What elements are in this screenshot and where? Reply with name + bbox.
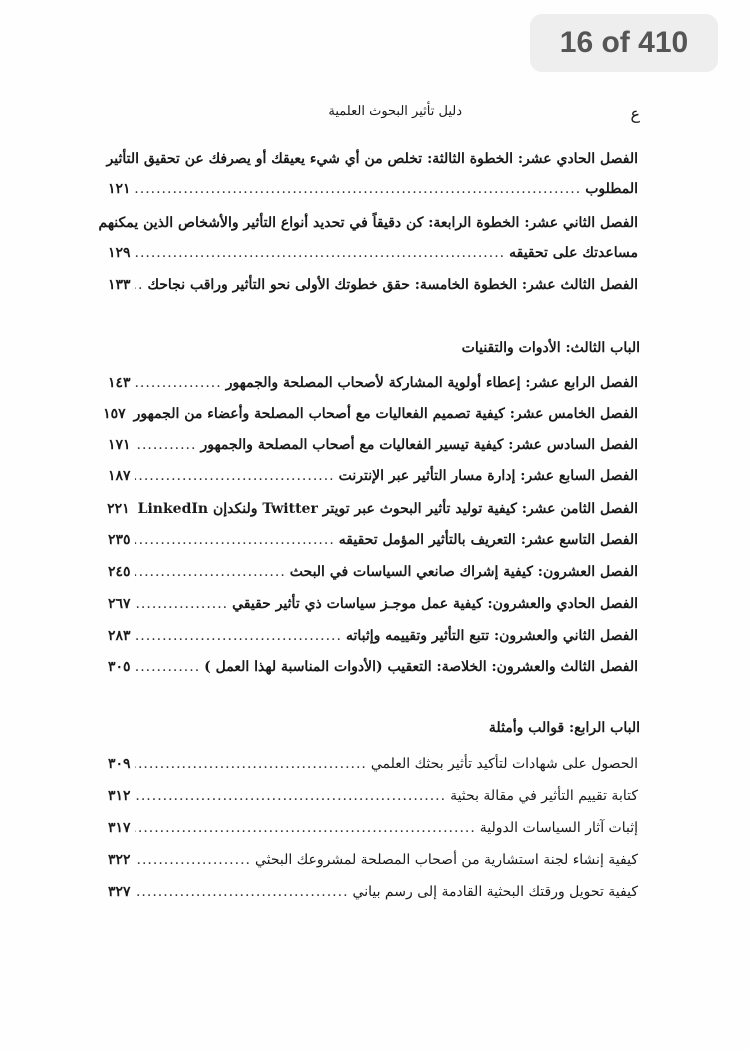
dot-leader <box>135 659 201 675</box>
dot-leader <box>135 788 447 804</box>
toc-entry-title: الفصل الثاني عشر: الخطوة الرابعة: كن دقيقاً في تحديد أنواع التأثير والأشخاص الذين يمكنهم <box>98 215 638 231</box>
dot-leader <box>135 852 251 868</box>
toc-entry-title: كيفية تحويل ورقتك البحثية القادمة إلى رسم بياني <box>352 884 638 900</box>
dot-leader <box>135 468 335 484</box>
dot-leader <box>135 884 349 900</box>
toc-entry[interactable] <box>108 496 638 522</box>
toc-entry-title: الحصول على شهادات لتأكيد تأثير بحثك العلمي <box>370 756 638 772</box>
toc-entry-title: الفصل الثالث والعشرون: الخلاصة: التعقيب (الأدوات المناسبة لهذا العمل ) <box>204 659 638 675</box>
toc-entry-title: الفصل الثالث عشر: الخطوة الخامسة: حقق خطوتك الأولى نحو التأثير وراقب نجاحك <box>147 277 638 293</box>
toc-entry-ch13[interactable] <box>108 272 638 298</box>
toc-entry-title: الفصل الثاني والعشرون: تتبع التأثير وتقييمه وإثباته <box>345 628 638 644</box>
dot-leader <box>135 245 506 261</box>
toc-entry[interactable] <box>108 815 638 841</box>
dot-leader <box>135 437 197 453</box>
toc-entry[interactable] <box>108 591 638 617</box>
toc-entry[interactable] <box>108 527 638 553</box>
toc-entry-page: ٢٢١ <box>107 501 130 517</box>
toc-entry-page: ١٢١ <box>108 181 131 197</box>
toc-entry-title: إثبات آثار السياسات الدولية <box>479 820 638 836</box>
toc-entry-ch12-line1 <box>98 210 638 236</box>
toc-entry-title: الفصل العشرون: كيفية إشراك صانعي السياسات في البحث <box>289 564 638 580</box>
dot-leader <box>135 277 144 293</box>
running-title: دليل تأثير البحوث العلمية <box>328 104 462 119</box>
toc-entry-page: ١٤٣ <box>108 375 131 391</box>
toc-entry-page: ٢٦٧ <box>108 596 131 612</box>
toc-entry-page: ٢٤٥ <box>108 564 131 580</box>
toc-entry[interactable] <box>108 463 638 489</box>
page-counter: 16 of 410 <box>530 14 718 72</box>
toc-entry[interactable] <box>108 751 638 777</box>
toc-entry[interactable] <box>108 432 638 458</box>
dot-leader <box>135 756 367 772</box>
toc-entry-page: ٢٣٥ <box>108 532 131 548</box>
toc-entry-title: الفصل الخامس عشر: كيفية تصميم الفعاليات مع أصحاب المصلحة وأعضاء من الجمهور <box>133 406 638 422</box>
toc-entry-title: الفصل السادس عشر: كيفية تيسير الفعاليات مع أصحاب المصلحة والجمهور <box>200 437 638 453</box>
toc-entry-title: كتابة تقييم التأثير في مقالة بحثية <box>450 788 638 804</box>
toc-entry-ch11-line1 <box>108 146 638 172</box>
toc-entry[interactable] <box>108 370 638 396</box>
toc-entry-page: ١٨٧ <box>108 468 131 484</box>
dot-leader <box>135 564 286 580</box>
toc-entry-page: ١٧١ <box>108 437 131 453</box>
toc-entry-page: ٣١٧ <box>108 820 131 836</box>
toc-entry-title: الفصل التاسع عشر: التعريف بالتأثير المؤمل تحقيقه <box>338 532 638 548</box>
toc-entry-ch12[interactable] <box>108 240 638 266</box>
page-number: ع <box>630 104 640 123</box>
toc-entry-title: كيفية إنشاء لجنة استشارية من أصحاب المصلحة لمشروعك البحثي <box>254 852 638 868</box>
toc-entry[interactable] <box>108 654 638 680</box>
toc-entry-title: الفصل الثامن عشر: كيفية توليد تأثير البحوث عبر تويتر Twitter ولنكدإن LinkedIn <box>137 501 638 517</box>
toc-entry-title: الفصل الحادي عشر: الخطوة الثالثة: تخلص من أي شيء يعيقك أو يصرفك عن تحقيق التأثير <box>106 151 638 167</box>
dot-leader <box>135 532 335 548</box>
toc-entry-title: الفصل الحادي والعشرون: كيفية عمل موجـز سياسات ذي تأثير حقيقي <box>232 596 638 612</box>
toc-entry-page: ٣٠٩ <box>108 756 131 772</box>
part3-heading: الباب الثالث: الأدوات والتقنيات <box>461 340 640 356</box>
dot-leader <box>135 596 229 612</box>
toc-entry-title: الفصل الرابع عشر: إعطاء أولوية المشاركة لأصحاب المصلحة والجمهور <box>225 375 638 391</box>
dot-leader <box>135 628 342 644</box>
dot-leader <box>135 375 222 391</box>
part4-heading: الباب الرابع: قوالب وأمثلة <box>488 720 640 736</box>
toc-entry[interactable] <box>103 401 638 427</box>
toc-entry-page: ٣٠٥ <box>108 659 131 675</box>
toc-entry[interactable] <box>108 783 638 809</box>
toc-entry-page: ٣٢٧ <box>108 884 131 900</box>
toc-entry[interactable] <box>108 847 638 873</box>
toc-entry-page: ١٣٣ <box>108 277 131 293</box>
dot-leader <box>135 181 582 197</box>
toc-entry-page: ٣٢٢ <box>108 852 131 868</box>
toc-entry-title: المطلوب <box>585 181 638 197</box>
toc-entry-page: ٢٨٣ <box>108 628 131 644</box>
toc-entry-page: ١٥٧ <box>103 406 126 422</box>
toc-entry[interactable] <box>108 559 638 585</box>
toc-entry-page: ٣١٢ <box>108 788 131 804</box>
toc-entry-ch11[interactable] <box>108 176 638 202</box>
toc-entry-title: الفصل السابع عشر: إدارة مسار التأثير عبر الإنترنت <box>338 468 638 484</box>
dot-leader <box>135 820 476 836</box>
toc-entry[interactable] <box>108 879 638 905</box>
toc-entry[interactable] <box>108 623 638 649</box>
running-header <box>100 104 640 128</box>
toc-entry-title: مساعدتك على تحقيقه <box>509 245 638 261</box>
toc-entry-page: ١٢٩ <box>108 245 131 261</box>
